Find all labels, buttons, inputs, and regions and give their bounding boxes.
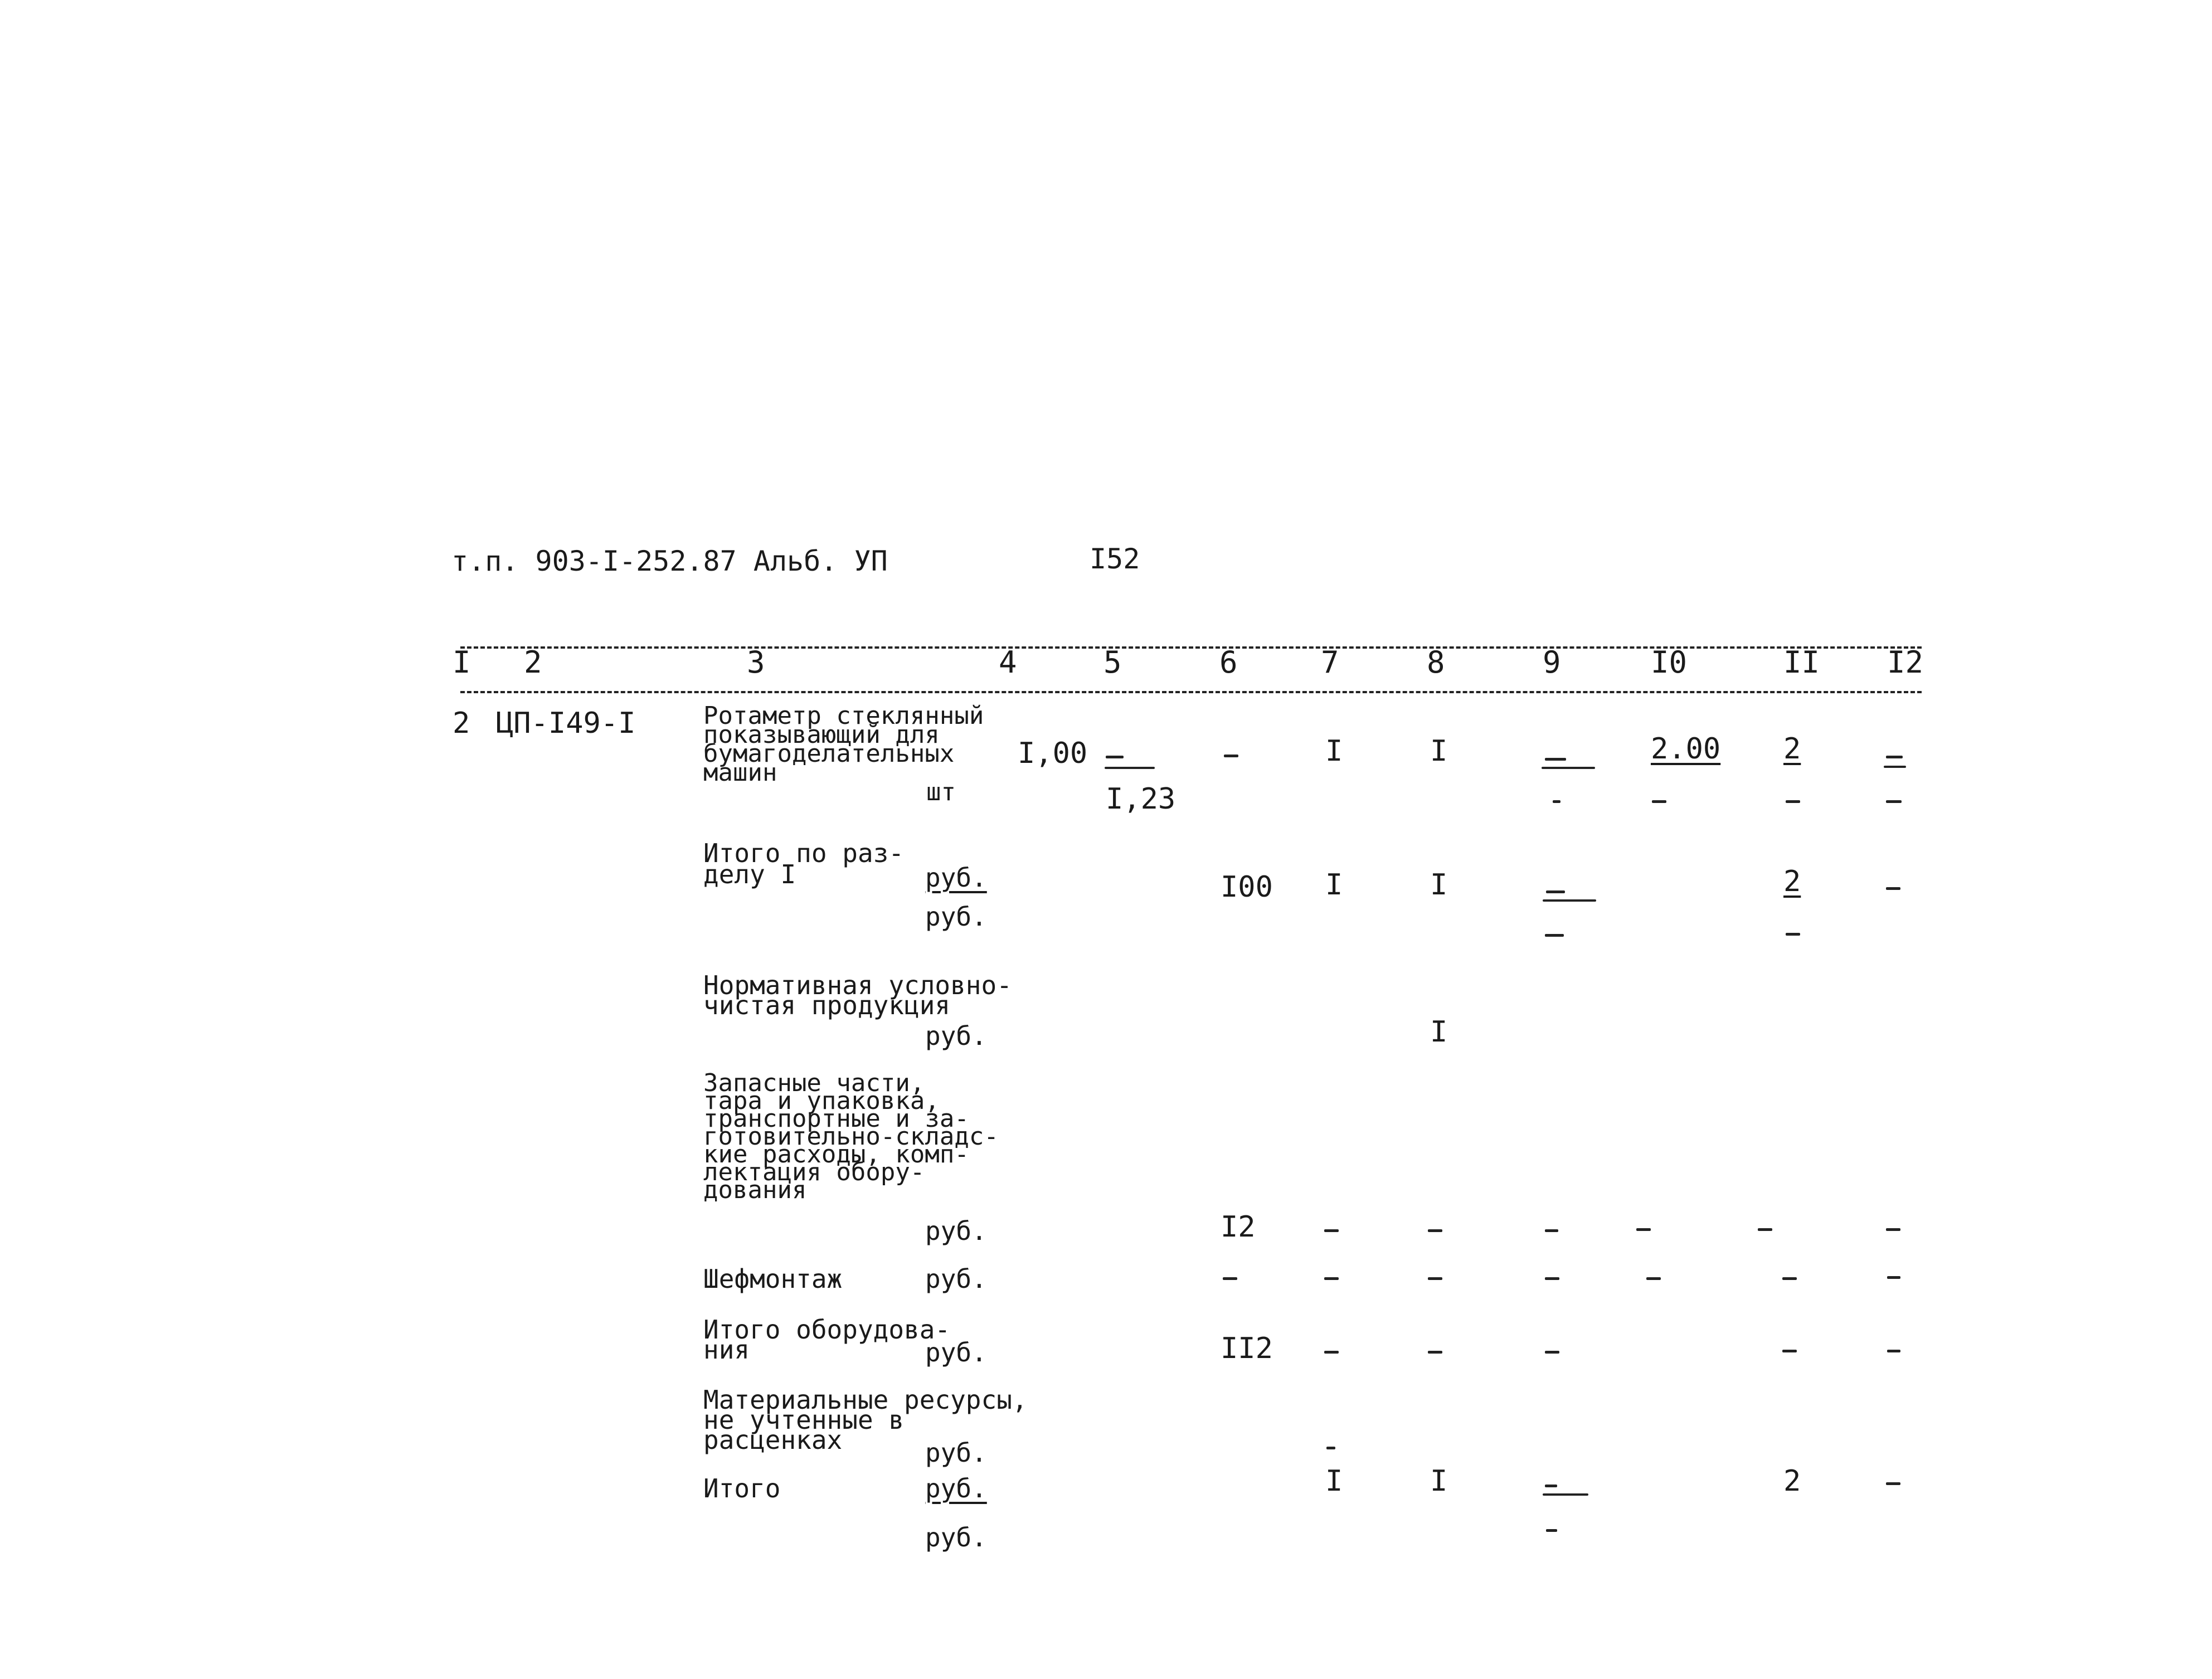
section-total-unit-top: руб. xyxy=(925,863,987,893)
grand-total-unit-bottom: руб. xyxy=(925,1522,987,1553)
item-col10-bottom-dash xyxy=(1652,800,1666,803)
equipment-total-col9-dash xyxy=(1545,1351,1559,1354)
item-unit: шт xyxy=(926,778,956,806)
equipment-total-name: Итого оборудова- ния xyxy=(703,1315,951,1365)
equipment-total-col8-dash xyxy=(1428,1351,1442,1354)
normative-unit: руб. xyxy=(925,1021,987,1051)
installation-col11-dash xyxy=(1782,1277,1797,1280)
column-header-12: I2 xyxy=(1887,645,1924,680)
equipment-total-col6: II2 xyxy=(1221,1332,1273,1365)
item-col10: 2.00 xyxy=(1651,732,1721,766)
installation-col8-dash xyxy=(1428,1277,1442,1280)
column-header-10: I0 xyxy=(1651,645,1688,680)
item-code: ЦП-I49-I xyxy=(496,707,636,740)
section-total-col11-bottom-dash xyxy=(1786,933,1800,936)
grand-total-col9-top-dash xyxy=(1545,1485,1557,1487)
item-col11: 2 xyxy=(1783,732,1801,766)
materials-unit: руб. xyxy=(925,1438,987,1468)
installation-col12-dash xyxy=(1887,1276,1900,1279)
normative-col8: I xyxy=(1430,1015,1448,1049)
item-col9-fraction-line xyxy=(1542,767,1595,769)
item-number: 2 xyxy=(453,707,470,740)
equipment-total-col11-dash xyxy=(1782,1350,1797,1352)
spare-parts-col11-dash xyxy=(1758,1228,1772,1231)
section-total-col9-top-dash xyxy=(1546,890,1565,893)
spare-parts-col9-dash xyxy=(1545,1229,1558,1232)
column-header-1: I xyxy=(453,645,471,680)
section-total-col8: I xyxy=(1430,868,1448,902)
equipment-total-col12-dash xyxy=(1887,1350,1900,1352)
section-total-col9-fraction-line xyxy=(1543,899,1596,902)
section-total-col12-dash xyxy=(1886,887,1900,890)
spare-parts-col8-dash xyxy=(1428,1229,1442,1232)
item-name: Ротаметр стеклянный показывающий для бумагоделательных машин xyxy=(703,702,984,787)
section-total-unit-bottom: руб. xyxy=(925,902,987,932)
item-col12-bottom-dash xyxy=(1886,800,1902,803)
document-reference: т.п. 903-I-252.87 Альб. УП xyxy=(451,545,888,577)
item-col5-bottom: I,23 xyxy=(1106,782,1176,816)
column-header-9: 9 xyxy=(1543,645,1561,680)
spare-parts-unit: руб. xyxy=(925,1216,987,1246)
column-header-11: II xyxy=(1783,645,1820,680)
column-header-3: 3 xyxy=(747,645,765,680)
column-header-4: 4 xyxy=(999,645,1017,680)
spare-parts-name: Запасные части, тара и упаковка, транспортные и за- готовительно-складс- кие расходы, комп- лектация обору- дования xyxy=(703,1069,999,1204)
equipment-total-unit: руб. xyxy=(925,1337,987,1367)
column-header-2: 2 xyxy=(524,645,542,680)
item-col7: I xyxy=(1325,734,1343,768)
table-top-rule xyxy=(460,646,1922,649)
spare-parts-col12-dash xyxy=(1886,1228,1900,1231)
section-total-col11: 2 xyxy=(1783,865,1801,898)
equipment-total-col7-dash xyxy=(1324,1351,1339,1354)
spare-parts-col7-dash xyxy=(1324,1229,1339,1232)
grand-total-name: Итого xyxy=(703,1473,781,1503)
materials-col7-dash xyxy=(1326,1447,1335,1449)
grand-total-col12-dash xyxy=(1886,1482,1900,1485)
item-col5-fraction-line xyxy=(1105,767,1155,769)
item-col8: I xyxy=(1430,734,1448,768)
materials-name: Материальные ресурсы, не учтенные в расценках xyxy=(703,1385,1028,1455)
item-col5-top-dash xyxy=(1106,756,1124,758)
item-col6-dash xyxy=(1224,755,1238,757)
item-quantity: I,00 xyxy=(1018,737,1088,770)
installation-col6-dash xyxy=(1223,1277,1237,1280)
section-total-col6: I00 xyxy=(1221,870,1273,904)
spare-parts-col6: I2 xyxy=(1221,1210,1256,1244)
column-header-8: 8 xyxy=(1427,645,1445,680)
section-total-name: Итого по раз- делу I xyxy=(703,838,905,889)
header-bottom-rule xyxy=(460,691,1922,693)
grand-total-col11: 2 xyxy=(1783,1464,1801,1498)
grand-total-col9-bottom-dash xyxy=(1546,1529,1557,1532)
installation-col10-dash xyxy=(1646,1277,1661,1280)
grand-total-unit-top: руб. xyxy=(925,1473,987,1503)
column-header-6: 6 xyxy=(1219,645,1238,680)
page-number: I52 xyxy=(1090,543,1140,575)
item-col9-bottom-dash xyxy=(1553,800,1560,803)
grand-total-col8: I xyxy=(1430,1464,1448,1498)
installation-name: Шефмонтаж xyxy=(703,1264,843,1294)
section-total-col9-bottom-dash xyxy=(1545,934,1564,937)
grand-total-col7: I xyxy=(1325,1464,1343,1498)
section-total-col7: I xyxy=(1325,868,1343,902)
spare-parts-col10-dash xyxy=(1636,1228,1651,1231)
column-header-5: 5 xyxy=(1103,645,1122,680)
item-col11-bottom-dash xyxy=(1786,800,1800,803)
grand-total-col9-fraction-line xyxy=(1543,1493,1588,1496)
installation-col9-dash xyxy=(1545,1277,1559,1280)
installation-col7-dash xyxy=(1324,1277,1339,1280)
column-header-7: 7 xyxy=(1321,645,1339,680)
installation-unit: руб. xyxy=(925,1264,987,1294)
item-col12-fraction-line xyxy=(1884,766,1906,768)
item-col12-top-dash xyxy=(1886,756,1903,758)
normative-name: Нормативная условно- чистая продукция xyxy=(703,970,1012,1020)
item-col9-top-dash xyxy=(1545,758,1566,761)
